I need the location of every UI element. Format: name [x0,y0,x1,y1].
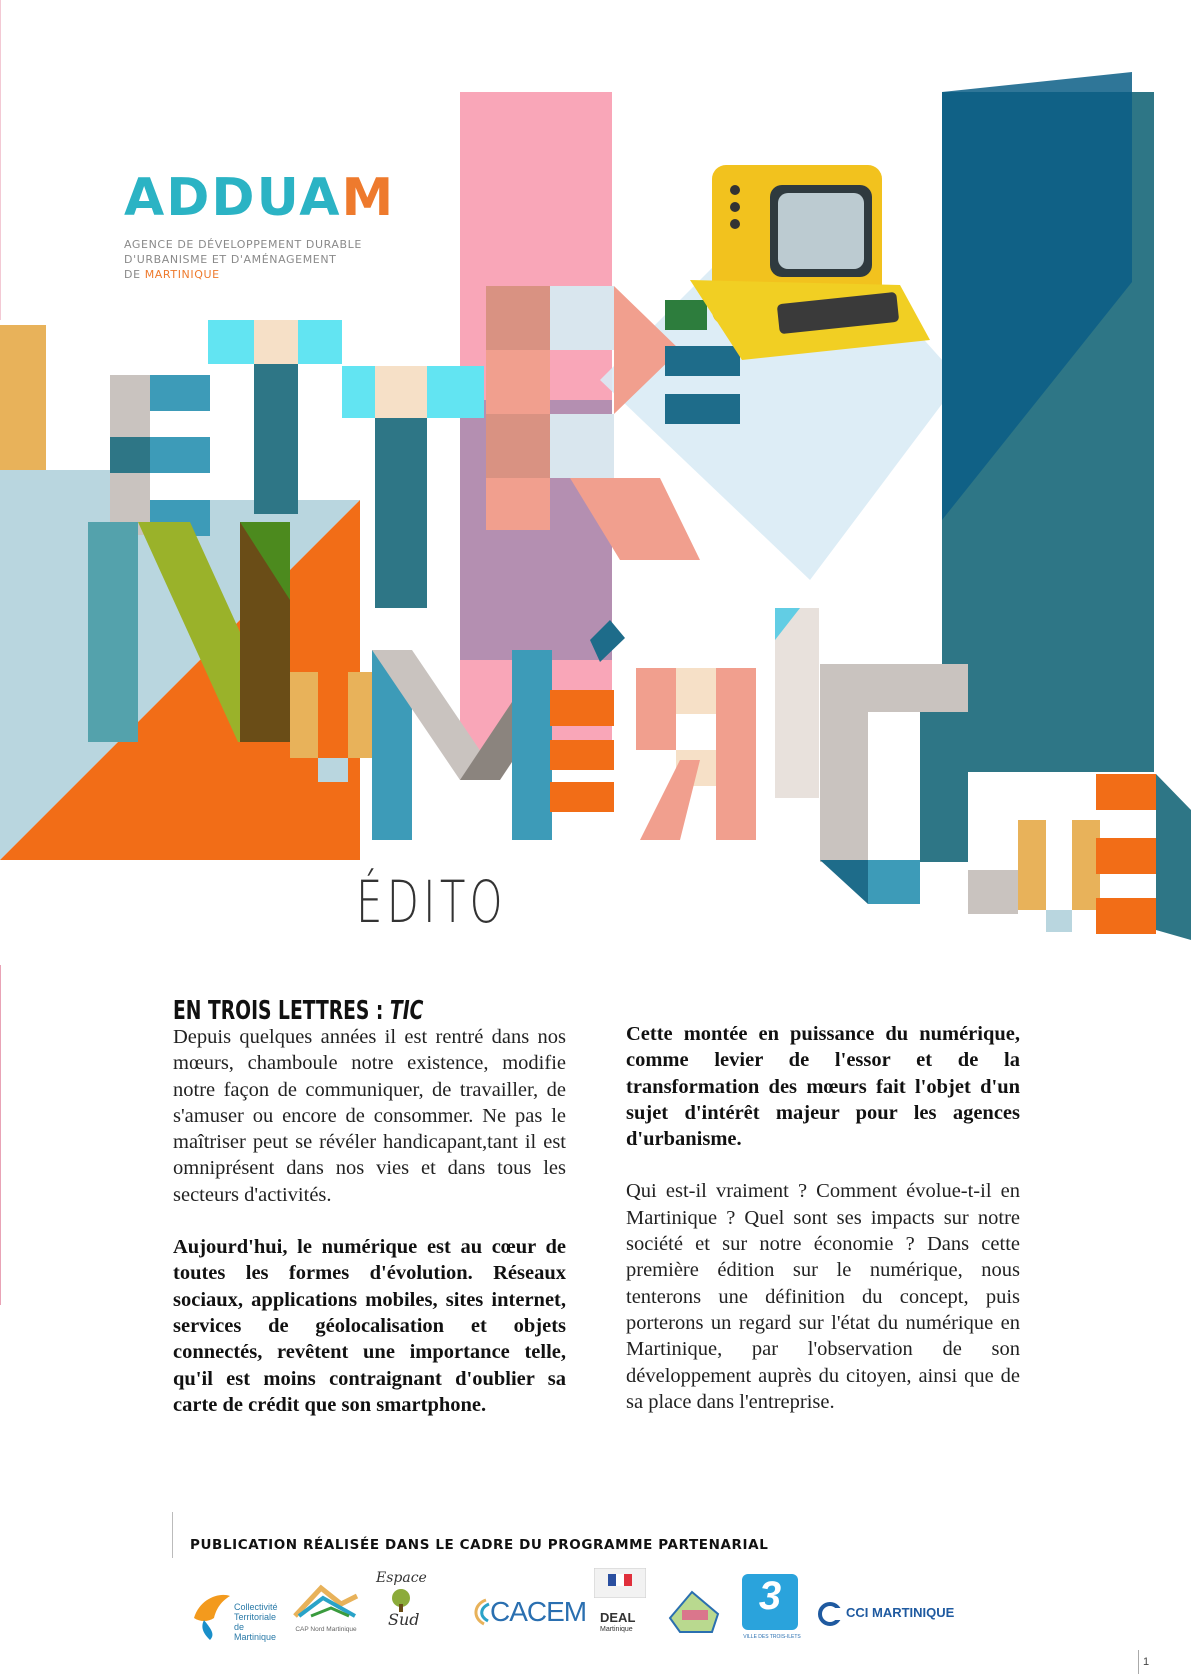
capnord-label: CAP Nord Martinique [295,1626,357,1633]
heading-prefix: EN TROIS LETTRES : [173,996,390,1026]
letter-r-block [486,286,550,350]
footer-rule [172,1512,173,1558]
espace-sud-line-1: Espace [376,1570,427,1586]
logo-line-3 [124,267,404,282]
island-map-icon [662,1578,726,1638]
trois-ilets-label: 3 [758,1574,782,1618]
espace-sud-line-2: Sud [388,1610,420,1629]
left-edge-rule [0,965,1,1305]
deal-label: DEAL [600,1610,636,1625]
paragraph: Qui est-il vraiment ? Comment évolue-t-il en Martinique ? Quel sont ses impacts sur notre société et sur notre économie ? Dans cette première édition sur le numérique, nous tenterons une définition du concept, puis porterons un regard sur l'état du numérique en Martinique, par l'observation de son développement auprès du citoyen, ainsi que de sa place dans l'entreprise. [626,1180,1020,1413]
letter-e-top [150,375,210,411]
french-flag-icon [594,1568,646,1598]
heading-emphasis: TIC [389,996,424,1026]
partner-capnord [286,1582,366,1642]
cci-icon [818,1602,842,1626]
partner-espace-sud [366,1568,456,1644]
logo-line-3-prefix: DE [124,268,145,281]
paragraph: Depuis quelques années il est rentré dans nos mœurs, chamboule notre existence, modifie notre façon de communiquer, de travailler, de s'amuser ou encore de consommer. Ne pas le maîtriser peut se révéler handicapant,tant il est omniprésent dans nos vies et dans tous les secteurs d'activités. [173,1026,566,1206]
ctm-line-3: de Martinique [234,1622,277,1642]
partner-amh [662,1578,726,1638]
logo-line-2: D'URBANISME ET D'AMÉNAGEMENT [124,253,337,266]
trois-ilets-sub-label: VILLE DES TROIS-ILETS [743,1634,801,1640]
logo-line-3-highlight: MARTINIQUE [144,268,220,281]
ctm-line-1: Collectivité [234,1602,278,1612]
logo-subtitle [124,237,404,282]
deal-sub-label: Martinique [600,1626,633,1633]
article-column-2 [626,1021,1020,1441]
letter-e-mid [150,437,210,473]
partner-cacem [470,1596,590,1636]
letter-t-stem [254,364,298,514]
article-heading [173,996,423,1026]
mountain-icon [291,1582,361,1622]
article-column-1 [173,1024,566,1444]
partner-trois-ilets [742,1574,802,1644]
partner-deal [592,1568,648,1644]
tree-icon [386,1588,416,1612]
page-number: 1 [1143,1656,1150,1668]
ctm-line-2: Territoriale [234,1612,277,1622]
paragraph-bold: Cette montée en puissance du numérique, comme levier de l'essor et de la transformation des mœurs fait l'objet d'un sujet d'intérêt majeur pour les agences d'urbanisme. [626,1023,1020,1151]
computer-illustration [690,165,930,360]
partner-cci [818,1602,958,1632]
partner-logos [186,1568,956,1648]
paragraph-bold: Aujourd'hui, le numérique est au cœur de toutes les formes d'évolution. Réseaux sociaux, applications mobiles, sites internet, services de géolocalisation et objets connectés, revêtent une importance telle, qu'il est moins contraignant d'oublier sa carte de crédit que son smartphone. [173,1236,566,1416]
cacem-swoosh-icon [470,1598,490,1626]
letter-n-left [88,522,138,742]
logo-wordmark-m: M [341,168,396,228]
logo-wordmark: ADDUA [124,168,342,228]
logo-line-1: AGENCE DE DÉVELOPPEMENT DURABLE [124,238,362,251]
cacem-label: CACEM [490,1596,587,1627]
page-number-rule [1138,1650,1139,1674]
section-title: ÉDITO [356,868,507,936]
cci-label: CCI MARTINIQUE [846,1605,955,1620]
adduam-logo [124,168,395,228]
partner-ctm [190,1588,280,1640]
hummingbird-icon [190,1588,234,1640]
footer-title: PUBLICATION RÉALISÉE DANS LE CADRE DU PROGRAMME PARTENARIAL [190,1537,769,1553]
letter-t2-stem [375,418,427,608]
